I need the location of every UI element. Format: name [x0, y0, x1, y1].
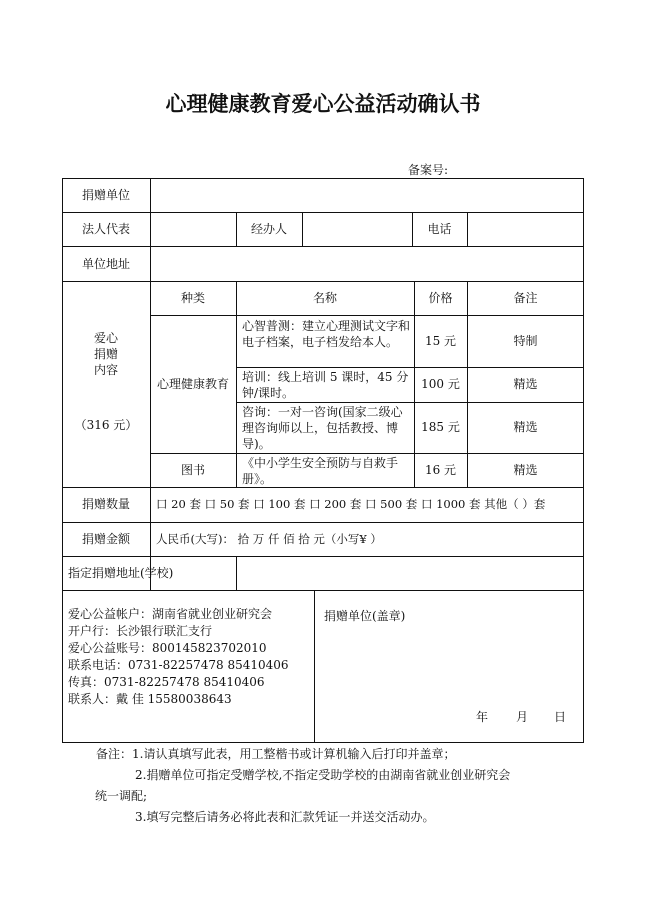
quantity-options: 口 20 套 口 50 套 口 100 套 口 200 套 口 500 套 口 1000 套 其他（ ）套: [156, 497, 546, 511]
date-month: 月: [516, 710, 529, 724]
account-line: 开户行：长沙银行联汇支行: [68, 624, 213, 638]
content-total: （316 元）: [74, 418, 138, 432]
item-price: 185 元: [421, 420, 460, 434]
account-line: 爱心公益帐户：湖南省就业创业研究会: [68, 607, 273, 621]
seal-label: 捐赠单位(盖章): [324, 609, 406, 623]
note-line: 统一调配;: [95, 789, 148, 803]
phone-label: 电话: [427, 222, 452, 236]
date-year: 年: [476, 710, 489, 724]
header-remark: 备注: [513, 291, 538, 305]
account-line: 传真：0731-82257478 85410406: [68, 675, 265, 689]
note-line: 2.捐赠单位可指定受赠学校,不指定受助学校的由湖南省就业创业研究会: [135, 768, 511, 782]
account-line: 联系人：戴 佳 15580038643: [68, 692, 232, 706]
item-name: 培训：线上培训 5 课时，45 分钟/课时。: [242, 370, 409, 400]
item-price: 100 元: [421, 377, 460, 391]
handler-label: 经办人: [250, 222, 287, 236]
item-name: 咨询：一对一咨询(国家二级心理咨询师以上，包括教授、博导)。: [242, 405, 403, 451]
item-name: 心智普测：建立心理测试文字和电子档案，电子档发给本人。: [242, 319, 411, 349]
confirmation-form: [62, 178, 584, 743]
account-line: 爱心公益账号：800145823702010: [68, 641, 267, 655]
item-remark: 特制: [513, 334, 538, 348]
kind-mental-health: 心理健康教育: [156, 377, 229, 391]
item-price: 15 元: [424, 334, 457, 348]
date-day: 日: [554, 710, 567, 724]
amount-label: 捐赠金额: [81, 532, 130, 546]
address-label: 单位地址: [81, 257, 130, 271]
header-price: 价格: [428, 291, 453, 305]
content-label-line: 内容: [93, 363, 118, 377]
designated-school-label: 指定捐赠地址(学校): [68, 566, 174, 580]
legal-rep-label: 法人代表: [81, 222, 130, 236]
content-label-line: 爱心: [93, 331, 118, 345]
item-remark: 精选: [513, 463, 538, 477]
note-line: 3.填写完整后请务必将此表和汇款凭证一并送交活动办。: [135, 810, 435, 824]
header-name: 名称: [312, 291, 337, 305]
notes: [96, 744, 510, 828]
kind-books: 图书: [180, 463, 205, 477]
quantity-label: 捐赠数量: [81, 497, 130, 511]
content-label-line: 捐赠: [93, 347, 118, 361]
content-label: [62, 330, 150, 378]
item-remark: 精选: [513, 377, 538, 391]
amount-text: 人民币(大写)： 拾 万 仟 佰 拾 元（小写¥ ）: [156, 532, 382, 546]
account-line: 联系电话：0731-82257478 85410406: [68, 658, 289, 672]
note-line: 备注：1.请认真填写此表，用工整楷书或计算机输入后打印并盖章；: [96, 747, 456, 761]
document-title: 心理健康教育爱心公益活动确认书: [165, 92, 481, 116]
account-info: [68, 606, 289, 708]
item-name: 《中小学生安全预防与自救手册》。: [242, 456, 399, 486]
header-kind: 种类: [180, 291, 205, 305]
item-price: 16 元: [424, 463, 457, 477]
record-number-label: 备案号:: [408, 163, 449, 177]
item-remark: 精选: [513, 420, 538, 434]
donor-unit-label: 捐赠单位: [81, 188, 130, 202]
